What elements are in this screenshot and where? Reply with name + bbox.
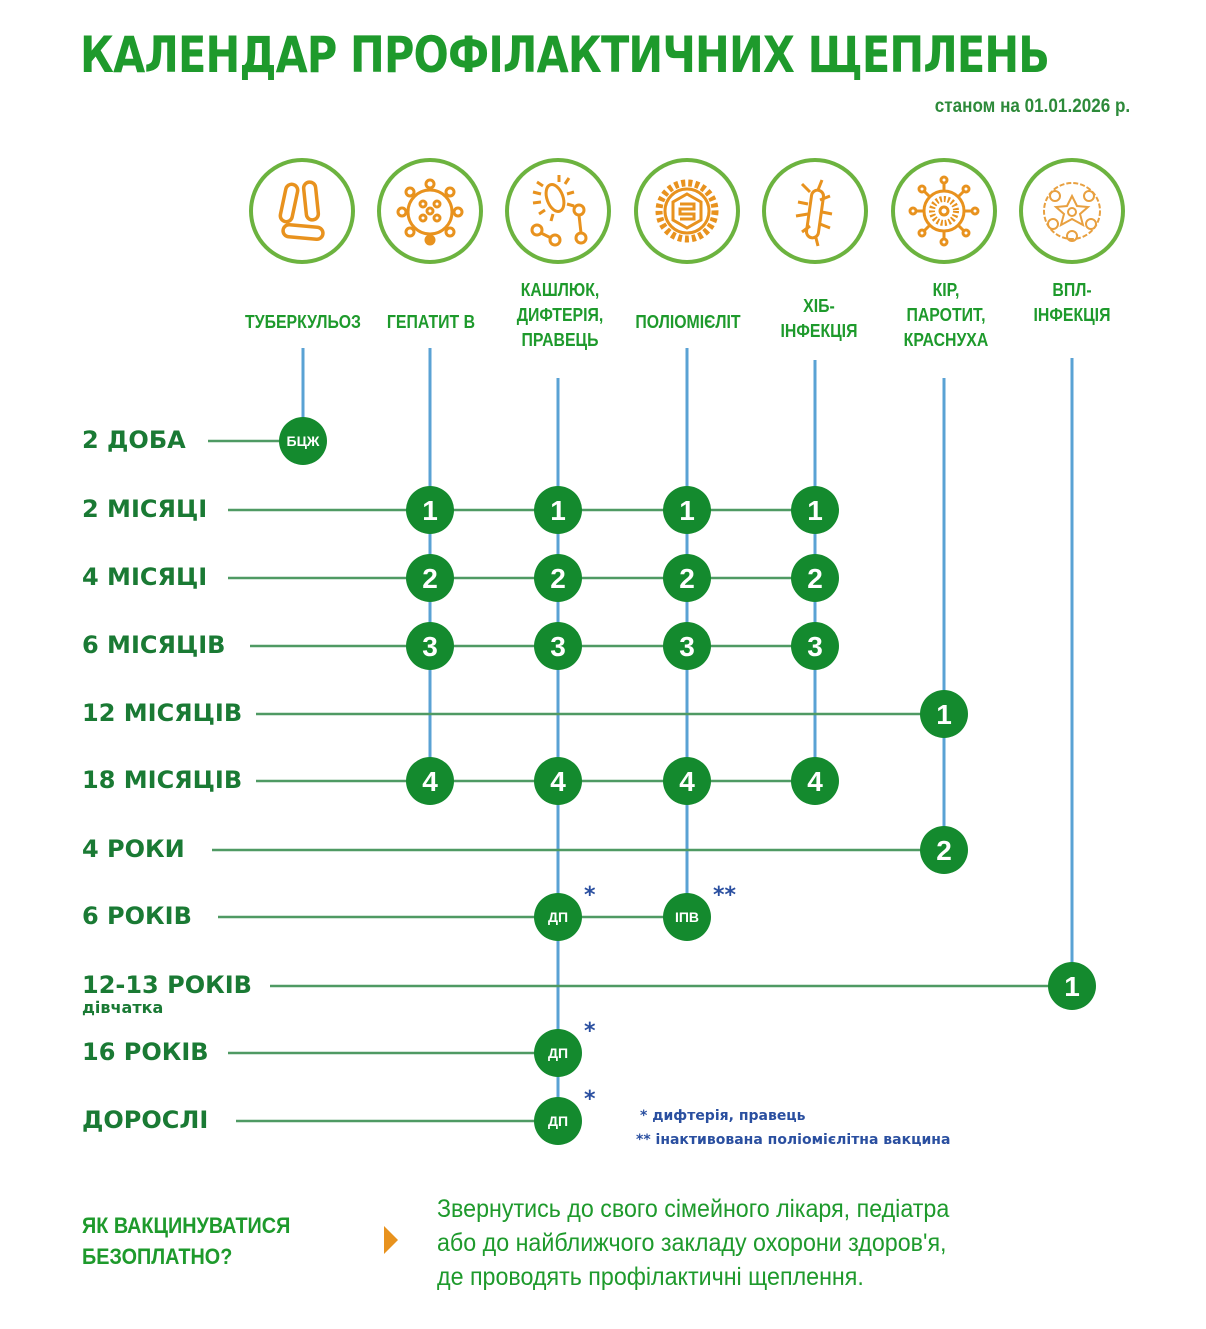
dose-badge-label: 4: [807, 766, 823, 797]
dose-badge-label: 1: [936, 699, 952, 730]
dose-badge: [791, 757, 839, 805]
dose-badge: [663, 893, 711, 941]
dose-badge: [534, 622, 582, 670]
dose-badge-label: 3: [550, 631, 566, 662]
column-label-dtp: КАШЛЮК, ДИФТЕРІЯ, ПРАВЕЦЬ: [516, 280, 604, 350]
age-label: 12 МІСЯЦІВ: [82, 699, 243, 727]
dose-badge: [534, 757, 582, 805]
dose-badge-label: 4: [679, 766, 695, 797]
column-label-tuberculosis: ТУБЕРКУЛЬОЗ: [245, 312, 361, 332]
arrow-right-icon: [384, 1226, 398, 1254]
dose-badge-label: 1: [550, 495, 566, 526]
asterisk-mark: *: [584, 1019, 596, 1044]
age-label: 12-13 РОКІВ: [82, 971, 252, 999]
dose-badge: [534, 554, 582, 602]
dose-badge-label: БЦЖ: [286, 433, 320, 449]
dose-badge-label: 2: [679, 563, 695, 594]
as-of-date: станом на 01.01.2026 р.: [934, 96, 1130, 117]
dose-badge: [791, 622, 839, 670]
dose-badge-label: 2: [807, 563, 823, 594]
dose-badge: [920, 826, 968, 874]
dose-badge: [663, 554, 711, 602]
page-title: КАЛЕНДАР ПРОФІЛАКТИЧНИХ ЩЕПЛЕНЬ: [80, 26, 1050, 84]
dose-badge: [279, 417, 327, 465]
age-label: 6 РОКІВ: [82, 902, 192, 930]
age-label: ДОРОСЛІ: [82, 1106, 209, 1134]
dose-badge: [406, 757, 454, 805]
column-label-mmr: КІР, ПАРОТИТ, КРАСНУХА: [903, 280, 989, 350]
dose-badge: [534, 486, 582, 534]
dose-badge: [534, 1029, 582, 1077]
dose-badge-label: 2: [550, 563, 566, 594]
dose-badge-label: 1: [422, 495, 438, 526]
dose-badge: [663, 486, 711, 534]
double-asterisk-mark: **: [713, 883, 737, 908]
age-label: 2 ДОБА: [82, 426, 186, 454]
dose-badge-label: 3: [679, 631, 695, 662]
dose-badge: [920, 690, 968, 738]
dose-badge: [406, 554, 454, 602]
dose-badge: [534, 1097, 582, 1145]
dose-badge: [406, 486, 454, 534]
dose-badge-label: 3: [422, 631, 438, 662]
column-label-hpv: ВПЛ- ІНФЕКЦІЯ: [1033, 280, 1111, 325]
dose-badge-label: ДП: [547, 1113, 569, 1129]
age-label: 4 МІСЯЦІ: [82, 563, 208, 591]
age-label: 2 МІСЯЦІ: [82, 495, 208, 523]
age-label: 16 РОКІВ: [82, 1038, 209, 1066]
dose-badge-label: 3: [807, 631, 823, 662]
footnote-ipv: ** інактивована поліомієлітна вакцина: [636, 1132, 951, 1148]
dose-badge: [406, 622, 454, 670]
footnote-dp: * дифтерія, правець: [640, 1108, 806, 1124]
age-label: 18 МІСЯЦІВ: [82, 766, 243, 794]
dose-badge: [534, 893, 582, 941]
asterisk-mark: *: [584, 1087, 596, 1112]
dose-badge-label: 4: [550, 766, 566, 797]
dose-badge-label: ДП: [547, 909, 569, 925]
age-sublabel: дівчатка: [82, 998, 164, 1017]
dose-badge: [1048, 962, 1096, 1010]
dose-badge: [663, 622, 711, 670]
column-label-hepatitis-b: ГЕПАТИТ В: [386, 312, 476, 332]
dose-badge-label: 1: [807, 495, 823, 526]
how-to-vaccinate-answer: Звернутись до свого сімейного лікаря, педіатра або до найближчого закладу охорони здоров'я, де проводять профілактичні щеплення.: [437, 1195, 950, 1291]
dose-badge-label: 2: [936, 835, 952, 866]
column-label-hib: ХІБ- ІНФЕКЦІЯ: [780, 296, 858, 341]
dose-badge: [663, 757, 711, 805]
dose-badge-label: 2: [422, 563, 438, 594]
dose-badge: [791, 554, 839, 602]
column-label-polio: ПОЛІОМІЄЛІТ: [635, 312, 741, 332]
how-to-vaccinate-question: ЯК ВАКЦИНУВАТИСЯ БЕЗОПЛАТНО?: [82, 1213, 291, 1269]
dose-badge-label: 1: [1064, 971, 1080, 1002]
dose-badge-label: 4: [422, 766, 438, 797]
dose-badge-label: 1: [679, 495, 695, 526]
asterisk-mark: *: [584, 883, 596, 908]
dose-badge: [791, 486, 839, 534]
age-label: 4 РОКИ: [82, 835, 185, 863]
age-label: 6 МІСЯЦІВ: [82, 631, 226, 659]
dose-badge-label: ІПВ: [674, 909, 700, 925]
dose-badge-label: ДП: [547, 1045, 569, 1061]
